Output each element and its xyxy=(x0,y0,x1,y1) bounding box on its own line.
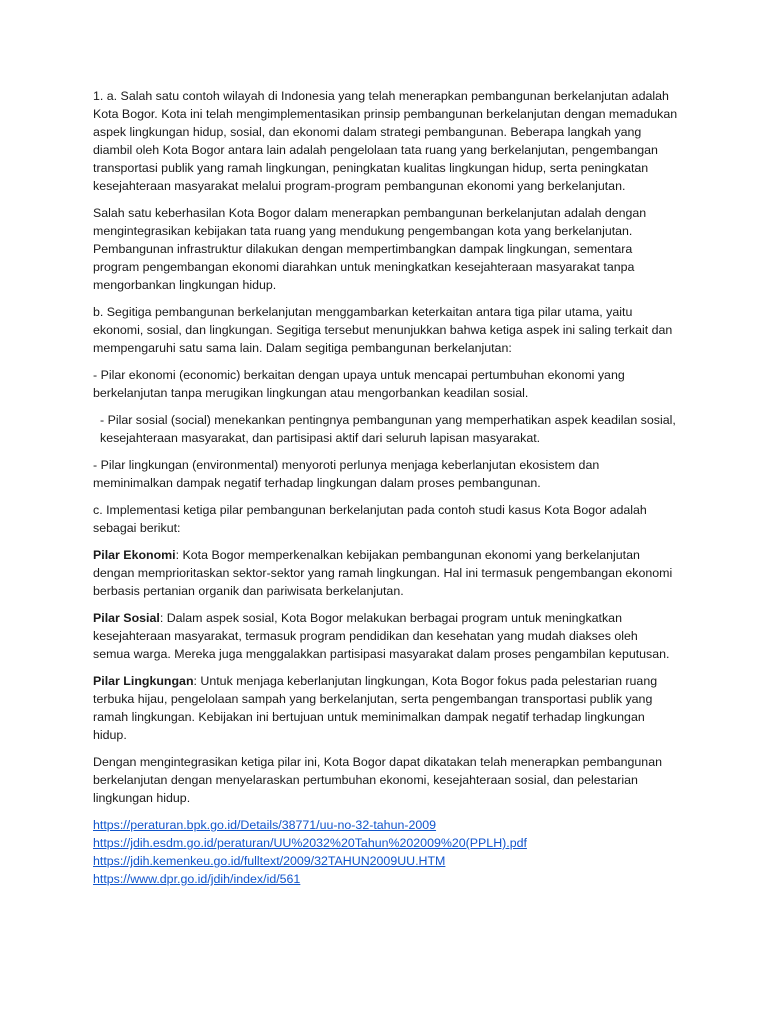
bullet-pilar-lingkungan: - Pilar lingkungan (environmental) menyoroti perlunya menjaga keberlanjutan ekosistem dan meminimalkan dampak negatif terhadap lingkungan dalam proses pembangunan. xyxy=(93,458,600,490)
paragraph-1a: 1. a. Salah satu contoh wilayah di Indonesia yang telah menerapkan pembangunan berkelanjutan adalah Kota Bogor. Kota ini telah mengimplementasikan prinsip pembangunan berkelanjutan dengan memadukan aspek lingkungan hidup, sosial, dan ekonomi dalam strategi pembangunan. Beberapa langkah yang diambil oleh Kota Bogor antara lain adalah pengelolaan tata ruang yang berkelanjutan, pengembangan transportasi publik yang ramah lingkungan, peningkatan kualitas lingkungan hidup, serta peningkatan kesejahteraan masyarakat melalui program-program pembangunan ekonomi yang berkelanjutan. xyxy=(93,89,678,193)
reference-link[interactable]: https://jdih.esdm.go.id/peraturan/UU%2032%20Tahun%202009%20(PPLH).pdf xyxy=(93,836,527,850)
paragraph-pilar-sosial xyxy=(93,609,678,663)
label-pilar-ekonomi: Pilar Ekonomi xyxy=(93,548,176,562)
reference-link[interactable]: https://jdih.kemenkeu.go.id/fulltext/2009/32TAHUN2009UU.HTM xyxy=(93,854,446,868)
paragraph-1c: c. Implementasi ketiga pilar pembangunan berkelanjutan pada contoh studi kasus Kota Bogor adalah sebagai berikut: xyxy=(93,503,647,535)
reference-link[interactable]: https://www.dpr.go.id/jdih/index/id/561 xyxy=(93,872,301,886)
reference-link[interactable]: https://peraturan.bpk.go.id/Details/38771/uu-no-32-tahun-2009 xyxy=(93,818,437,832)
label-pilar-lingkungan: Pilar Lingkungan xyxy=(93,674,194,688)
paragraph-kota-bogor-keberhasilan: Salah satu keberhasilan Kota Bogor dalam menerapkan pembangunan berkelanjutan adalah dengan mengintegrasikan kebijakan tata ruang yang mendukung pengembangan kota yang berkelanjutan. Pembangunan infrastruktur dilakukan dengan mempertimbangkan dampak lingkungan, sementara program pengembangan ekonomi diarahkan untuk meningkatkan kesejahteraan masyarakat tanpa mengorbankan lingkungan hidup. xyxy=(93,206,647,292)
bullet-pilar-sosial: - Pilar sosial (social) menekankan pentingnya pembangunan yang memperhatikan aspek keadilan sosial, kesejahteraan masyarakat, dan partisipasi aktif dari seluruh lapisan masyarakat. xyxy=(100,413,676,445)
label-pilar-sosial: Pilar Sosial xyxy=(93,611,160,625)
text-pilar-ekonomi: : Kota Bogor memperkenalkan kebijakan pembangunan ekonomi yang berkelanjutan dengan memprioritaskan sektor-sektor yang ramah lingkungan. Hal ini termasuk pengembangan ekonomi berbasis pertanian organik dan pariwisata berkelanjutan. xyxy=(93,548,673,598)
text-pilar-lingkungan: : Untuk menjaga keberlanjutan lingkungan, Kota Bogor fokus pada pelestarian ruang terbuka hijau, pengelolaan sampah yang berkelanjutan, serta pengembangan transportasi publik yang ramah lingkungan. Kebijakan ini bertujuan untuk meminimalkan dampak negatif terhadap lingkungan hidup. xyxy=(93,674,658,742)
reference-links xyxy=(93,816,678,888)
paragraph-1b: b. Segitiga pembangunan berkelanjutan menggambarkan keterkaitan antara tiga pilar utama, yaitu ekonomi, sosial, dan lingkungan. Segitiga tersebut menunjukkan bahwa ketiga aspek ini saling terkait dan mempengaruhi satu sama lain. Dalam segitiga pembangunan berkelanjutan: xyxy=(93,305,673,355)
bullet-pilar-ekonomi: - Pilar ekonomi (economic) berkaitan dengan upaya untuk mencapai pertumbuhan ekonomi yang berkelanjutan tanpa merugikan lingkungan atau mengorbankan keadilan sosial. xyxy=(93,368,625,400)
paragraph-kesimpulan: Dengan mengintegrasikan ketiga pilar ini, Kota Bogor dapat dikatakan telah menerapkan pembangunan berkelanjutan dengan menyelaraskan pertumbuhan ekonomi, kesejahteraan sosial, dan pelestarian lingkungan hidup. xyxy=(93,755,662,805)
paragraph-pilar-ekonomi xyxy=(93,546,678,600)
text-pilar-sosial: : Dalam aspek sosial, Kota Bogor melakukan berbagai program untuk meningkatkan kesejahteraan masyarakat, termasuk program pendidikan dan kesehatan yang mudah diakses oleh semua warga. Mereka juga menggalakkan partisipasi masyarakat dalam proses pengambilan keputusan. xyxy=(93,611,670,661)
paragraph-pilar-lingkungan xyxy=(93,672,678,744)
